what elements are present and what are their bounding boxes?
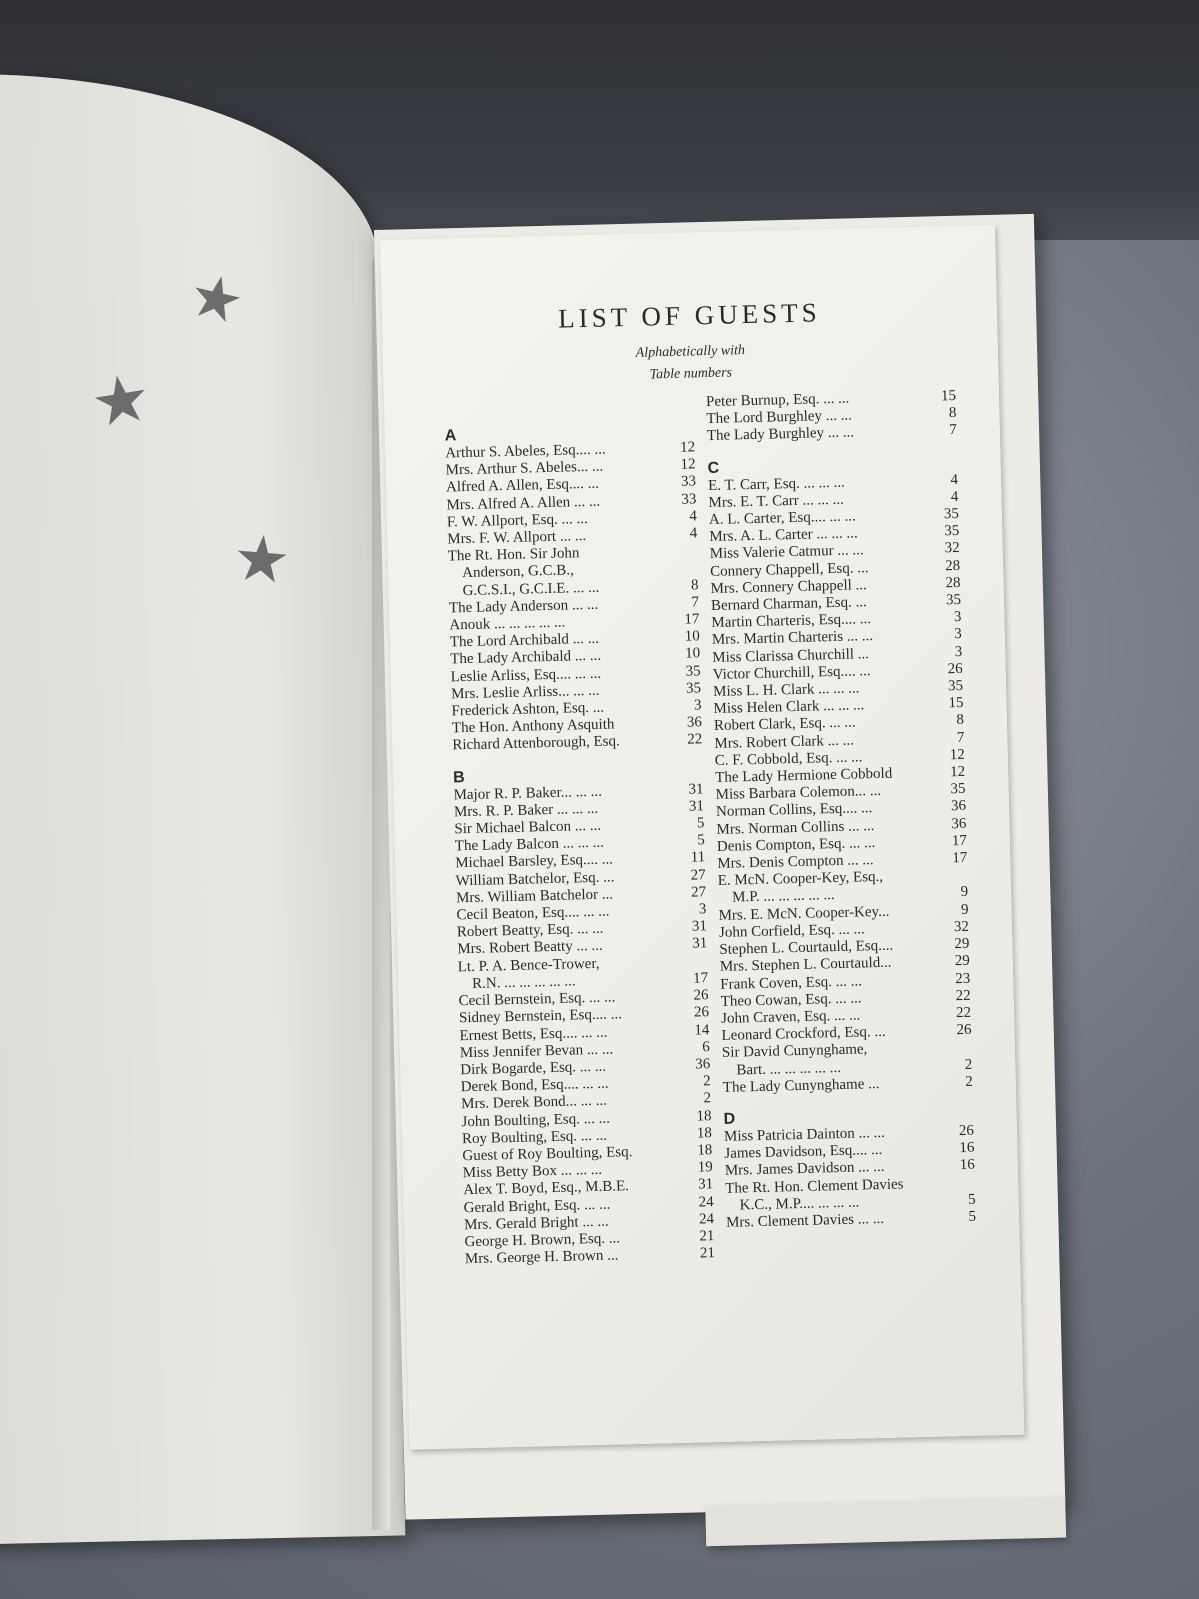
guest-name: Sidney Bernstein, Esq.... ... (458, 1006, 623, 1027)
guest-name: Miss Valerie Catmur ... ... (709, 542, 864, 563)
table-number: 36 (950, 798, 967, 815)
guest-name: John Craven, Esq. ... ... (720, 1007, 861, 1027)
guest-name: Mrs. E. T. Carr ... ... ... (708, 491, 844, 511)
guest-name: Mrs. William Batchelor ... (455, 886, 614, 907)
guest-name: Victor Churchill, Esq.... ... (712, 662, 871, 683)
guest-name: Cecil Beaton, Esq.... ... ... (456, 903, 610, 924)
table-number: 10 (684, 628, 700, 645)
guest-name: Mrs. Norman Collins ... ... (716, 817, 875, 838)
table-number: 36 (686, 714, 703, 731)
table-number: 10 (685, 645, 701, 663)
guest-name: The Lady Anderson ... ... (448, 596, 599, 617)
table-number: 17 (692, 970, 709, 987)
guest-name: The Lord Archibald ... ... (449, 631, 600, 651)
table-number: 33 (680, 473, 697, 491)
guest-name: Stephen L. Courtauld, Esq.... (719, 937, 894, 959)
table-number: 2 (702, 1073, 711, 1090)
table-number: 4 (689, 508, 698, 525)
guest-name: Robert Beatty, Esq. ... ... (456, 921, 604, 941)
guest-section (723, 1105, 976, 1232)
table-number: 7 (691, 594, 700, 611)
guest-name: Mrs. Denis Compton ... ... (717, 852, 874, 873)
guest-name: The Lady Burghley ... ... (706, 424, 855, 445)
guest-name: The Lady Archibald ... ... (450, 648, 602, 668)
table-number: 12 (949, 763, 966, 781)
table-number: 12 (949, 746, 965, 764)
table-number: 35 (685, 680, 702, 697)
guest-name: Roy Boulting, Esq. ... ... (461, 1127, 608, 1147)
guest-name: Ernest Betts, Esq.... ... ... (459, 1024, 608, 1044)
guest-name: Guest of Roy Boulting, Esq. (462, 1144, 633, 1165)
guest-name: Sir Michael Balcon ... ... (454, 817, 602, 838)
table-number: 28 (945, 574, 961, 592)
section-letter: C (707, 459, 720, 477)
table-number: 8 (690, 576, 699, 594)
guest-name: Norman Collins, Esq.... ... (715, 800, 873, 821)
guest-name: C. F. Cobbold, Esq. ... ... (714, 749, 863, 769)
table-number: 9 (960, 901, 969, 918)
table-number (704, 953, 708, 970)
guest-section (453, 763, 715, 1269)
table-number: 12 (679, 439, 696, 456)
guest-name: Martin Charteris, Esq.... ... (711, 611, 872, 632)
table-number: 35 (685, 662, 701, 680)
guest-name: Miss Barbara Colemon... ... (715, 783, 882, 804)
guest-name: Miss Helen Clark ... ... ... (713, 697, 865, 718)
guest-name: M.P. ... ... ... ... ... (731, 887, 835, 907)
table-number: 4 (950, 488, 959, 505)
table-number: 5 (968, 1208, 977, 1225)
guest-name: James Davidson, Esq.... ... (724, 1142, 883, 1162)
guest-name: Arthur S. Abeles, Esq.... ... (445, 441, 606, 462)
table-number: 31 (688, 798, 705, 815)
guest-name: Miss Clarissa Churchill ... (712, 645, 870, 666)
table-number (693, 543, 697, 560)
table-number: 22 (955, 987, 971, 1004)
guest-name: F. W. Allport, Esq. ... ... (446, 510, 588, 531)
section-letter: B (452, 768, 465, 787)
table-number: 22 (687, 731, 703, 749)
guest-name: George H. Brown, Esq. ... (464, 1230, 621, 1251)
table-number (963, 867, 967, 884)
guest-name: Frank Coven, Esq. ... ... (720, 972, 863, 993)
table-number: 21 (699, 1228, 715, 1245)
guest-section (445, 421, 703, 755)
table-number: 35 (950, 781, 966, 798)
guest-name: E. T. Carr, Esq. ... ... ... (707, 474, 846, 494)
table-number: 17 (951, 832, 968, 850)
table-number: 2 (964, 1056, 973, 1073)
guest-name: G.C.S.I., G.C.I.E. ... ... (462, 579, 600, 599)
guest-name: The Hon. Anthony Asquith (451, 716, 615, 737)
table-number: 2 (703, 1090, 712, 1107)
guest-name: Mrs. Robert Clark ... ... (714, 732, 855, 752)
guest-name: Anderson, G.C.B., (461, 562, 575, 582)
page-title: LIST OF GUESTS (557, 297, 822, 334)
guest-name: Leonard Crockford, Esq. ... (721, 1023, 886, 1044)
guest-name: Miss Patricia Dainton ... ... (723, 1124, 885, 1145)
table-number: 31 (691, 918, 708, 935)
table-number (968, 1039, 972, 1056)
table-number: 17 (952, 849, 968, 867)
table-number: 26 (958, 1122, 975, 1140)
guest-name: Sir David Cunynghame, (721, 1041, 868, 1062)
guest-name: Frederick Ashton, Esq. ... (451, 699, 605, 720)
guest-name: Mrs. Clement Davies ... ... (725, 1210, 885, 1231)
table-number: 35 (943, 505, 960, 523)
guest-name: Connery Chappell, Esq. ... (710, 559, 869, 580)
table-number: 3 (698, 901, 707, 918)
table-number: 18 (696, 1124, 713, 1142)
table-number: 32 (953, 918, 970, 936)
left-page (0, 66, 405, 1545)
table-number: 15 (940, 387, 957, 405)
guest-name: Mrs. Alfred A. Allen ... ... (446, 493, 601, 514)
guest-name: Mrs. Stephen L. Courtauld... (719, 955, 892, 976)
guest-name: Miss Jennifer Bevan ... ... (459, 1041, 614, 1061)
star-icon: ★ (182, 260, 250, 338)
table-number: 7 (956, 729, 965, 746)
table-number: 7 (949, 422, 958, 439)
guest-name: Leslie Arliss, Esq.... ... ... (450, 665, 602, 686)
table-number: 5 (697, 832, 705, 849)
guest-name: The Lady Balcon ... ... ... (454, 834, 605, 855)
guest-name: Alex T. Boyd, Esq., M.B.E. (463, 1178, 630, 1199)
guest-section (707, 454, 972, 1097)
table-number: 31 (688, 780, 704, 798)
guest-name: Mrs. Robert Beatty ... ... (457, 938, 603, 958)
table-number: 8 (956, 712, 965, 729)
table-number: 24 (698, 1210, 715, 1228)
guest-name: Michael Barsley, Esq.... ... (455, 851, 614, 872)
guest-name: Mrs. R. P. Baker ... ... ... (453, 800, 599, 821)
table-number: 29 (954, 935, 970, 953)
table-number: 26 (956, 1021, 972, 1039)
table-number: 3 (693, 697, 702, 714)
guest-name: The Rt. Hon. Clement Davies (725, 1176, 904, 1197)
guest-name: Mrs. Derek Bond... ... ... (460, 1093, 608, 1113)
table-number: 29 (954, 953, 970, 970)
guest-name: Miss Betty Box ... ... ... (462, 1161, 603, 1182)
section-letter: A (444, 427, 457, 445)
guest-name: Mrs. Leslie Arliss... ... ... (450, 682, 600, 703)
table-number: 5 (696, 815, 705, 832)
table-number: 8 (948, 405, 957, 422)
table-number (694, 560, 698, 577)
guest-name: Miss L. H. Clark ... ... ... (712, 680, 860, 701)
table-number: 35 (944, 523, 960, 540)
table-number: 26 (693, 987, 709, 1004)
table-number: 2 (965, 1073, 973, 1090)
table-number: 26 (947, 660, 963, 678)
guest-name: Gerald Bright, Esq. ... ... (463, 1196, 611, 1216)
guest-name: John Corfield, Esq. ... ... (718, 921, 866, 941)
table-number: 22 (955, 1004, 972, 1022)
guest-name: K.C., M.P.... ... ... ... (739, 1194, 860, 1214)
guest-column-right (706, 388, 976, 1232)
table-number: 21 (699, 1245, 716, 1262)
guest-name: Cecil Bernstein, Esq. ... ... (458, 989, 616, 1010)
guest-name: Major R. P. Baker... ... ... (453, 783, 603, 804)
guest-name: Mrs. James Davidson ... ... (724, 1159, 885, 1180)
page-subtitle-line1: Alphabetically with (635, 343, 746, 361)
guest-name: The Rt. Hon. Sir John (447, 545, 580, 565)
table-number: 19 (697, 1159, 713, 1176)
table-number: 27 (690, 866, 706, 884)
guest-name: Dirk Bogarde, Esq. ... ... (460, 1058, 607, 1079)
table-number: 11 (690, 849, 706, 867)
table-number: 23 (955, 970, 971, 987)
table-number: 16 (959, 1139, 975, 1157)
guest-name: The Lady Cunynghame ... (722, 1075, 880, 1096)
guest-name: Mrs. A. L. Carter ... ... ... (709, 525, 858, 546)
guest-name: Lt. P. A. Bence-Trower, (457, 955, 600, 976)
table-number: 14 (694, 1021, 710, 1039)
table-number (971, 1174, 975, 1191)
guest-name: Mrs. George H. Brown ... (464, 1247, 619, 1268)
table-number: 35 (947, 677, 964, 695)
table-number: 31 (692, 935, 708, 953)
guest-section (706, 388, 957, 446)
table-number: 3 (953, 609, 962, 626)
table-number: 33 (681, 490, 697, 508)
table-number: 36 (695, 1056, 711, 1073)
guest-column-left (444, 407, 715, 1268)
table-number: 36 (951, 815, 967, 832)
table-number: 26 (693, 1004, 710, 1021)
page-subtitle-line2: Table numbers (649, 365, 733, 383)
guest-name: The Lord Burghley ... ... (706, 407, 853, 428)
guest-name: Alfred A. Allen, Esq.... ... (445, 476, 600, 496)
guest-name: Mrs. Gerald Bright ... ... (463, 1213, 609, 1233)
table-number: 35 (945, 591, 962, 609)
guest-name: Richard Attenborough, Esq. (452, 733, 621, 754)
guest-name: R.N. ... ... ... ... ... (472, 973, 576, 992)
guest-name: E. McN. Cooper-Key, Esq., (717, 869, 884, 890)
guest-name: Denis Compton, Esq. ... ... (716, 834, 876, 855)
guest-name: Anouk ... ... ... ... ... (449, 614, 566, 634)
table-number: 4 (950, 471, 959, 488)
table-number: 24 (698, 1193, 714, 1211)
star-icon: ★ (86, 360, 157, 443)
guest-name: Mrs. F. W. Allport ... ... (447, 528, 587, 548)
star-icon: ★ (230, 521, 294, 598)
guest-name: Mrs. Connery Chappell ... (710, 577, 868, 597)
table-number: 5 (967, 1191, 976, 1208)
guest-name: Peter Burnup, Esq. ... ... (705, 390, 850, 411)
table-number: 3 (954, 626, 963, 643)
guest-name: William Batchelor, Esq. ... (455, 869, 615, 890)
table-number: 27 (690, 884, 707, 901)
table-number: 17 (684, 611, 700, 628)
guest-name: A. L. Carter, Esq.... ... ... (708, 508, 856, 529)
guest-name: Mrs. Martin Charteris ... ... (711, 628, 874, 649)
table-number: 3 (954, 643, 963, 660)
guest-name: Mrs. Arthur S. Abeles... ... (445, 458, 604, 479)
guest-name: John Boulting, Esq. ... ... (461, 1110, 611, 1130)
table-number: 16 (959, 1157, 975, 1174)
table-number: 18 (696, 1107, 712, 1125)
table-number: 31 (697, 1176, 714, 1193)
table-number: 9 (960, 884, 969, 901)
guest-name: Robert Clark, Esq. ... ... (713, 714, 856, 735)
table-number: 32 (944, 540, 960, 557)
guest-name: Bernard Charman, Esq. ... (710, 594, 867, 615)
section-letter: D (723, 1110, 736, 1128)
guest-name: Theo Cowan, Esq. ... ... (720, 990, 862, 1010)
table-number: 15 (948, 695, 964, 712)
table-number: 12 (680, 456, 696, 473)
guest-name: Bart. ... ... ... ... ... (736, 1059, 842, 1079)
guest-name: The Lady Hermione Cobbold (715, 765, 893, 787)
table-number: 18 (697, 1142, 713, 1159)
guest-list-page (380, 225, 1024, 1450)
table-number: 6 (702, 1038, 711, 1056)
table-number: 4 (689, 525, 698, 542)
table-number: 28 (944, 557, 961, 574)
guest-name: Mrs. E. McN. Cooper-Key... (718, 903, 890, 924)
guest-name: Derek Bond, Esq.... ... ... (460, 1075, 609, 1096)
